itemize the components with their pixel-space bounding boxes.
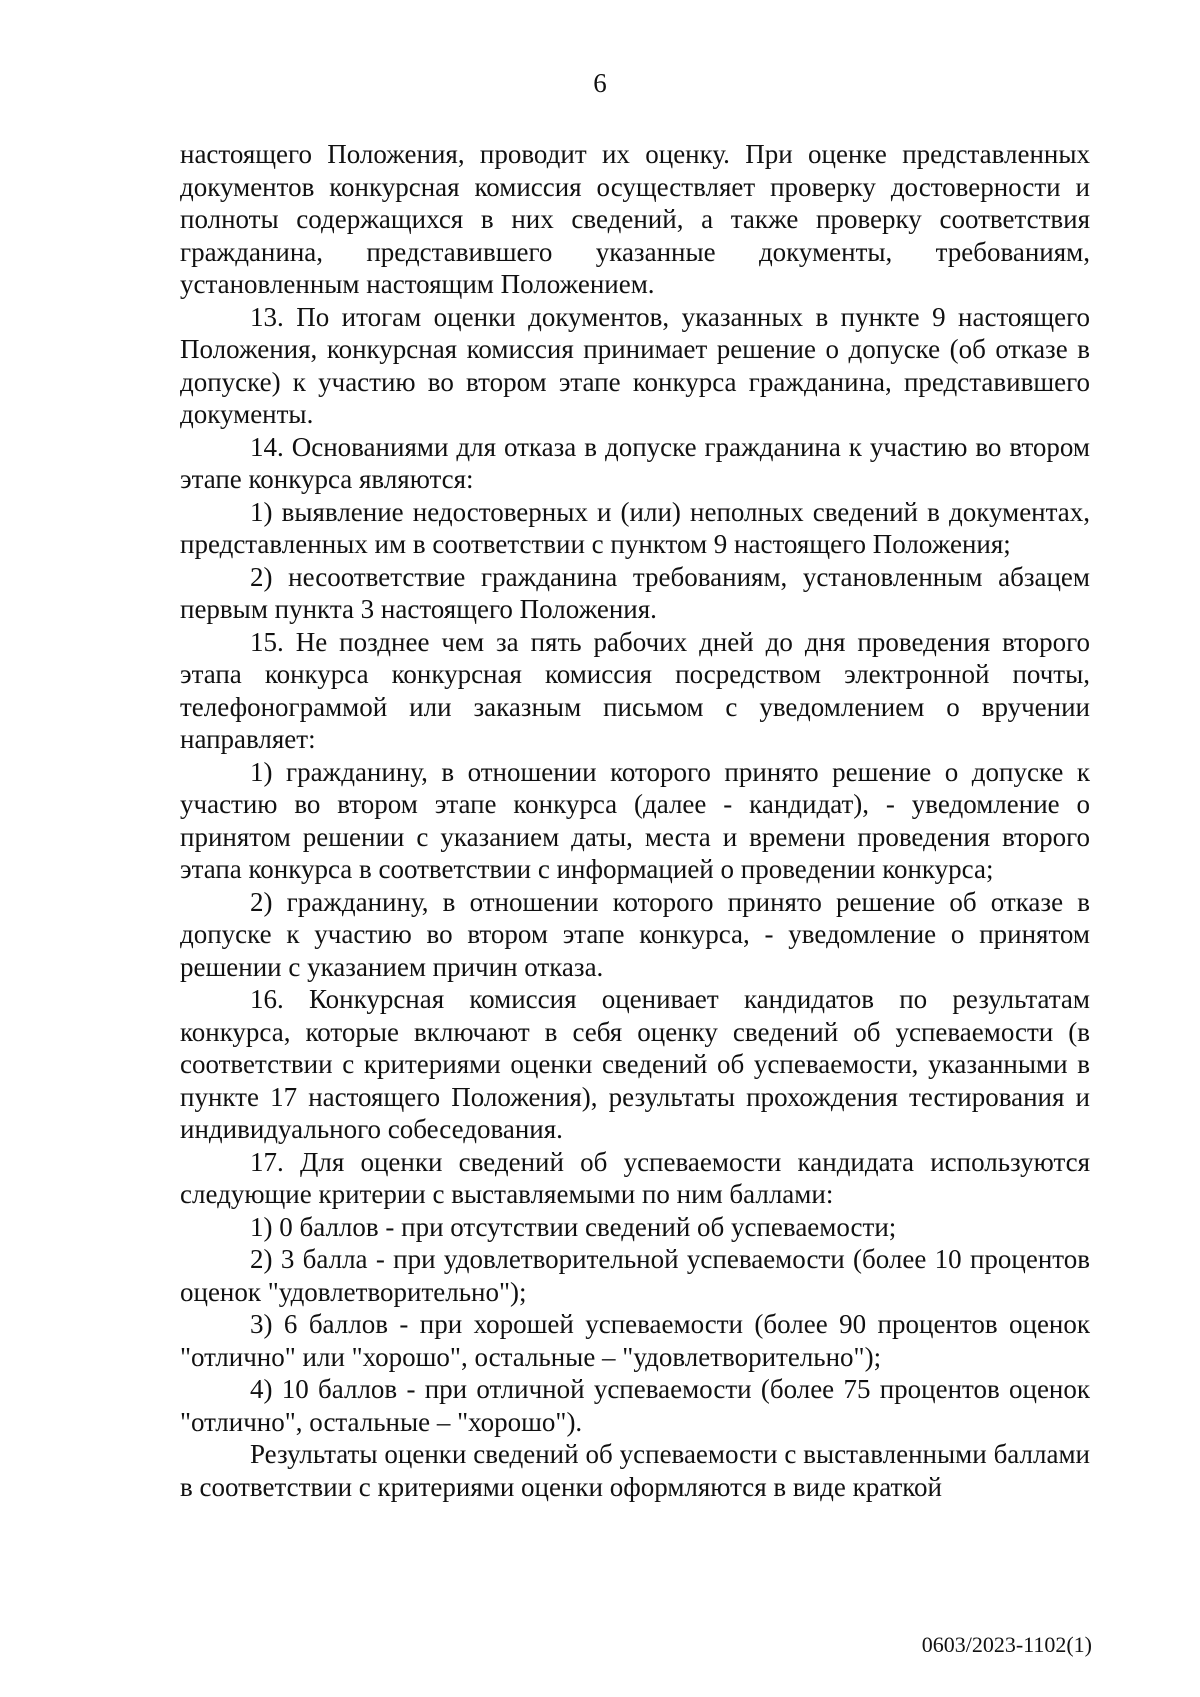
paragraph-item-17-sub-3: 3) 6 баллов - при хорошей успеваемости (более 90 процентов оценок "отлично" или "хорошо", остальные – "удовлетворительно");: [180, 1309, 1090, 1372]
paragraph-continuation: настоящего Положения, проводит их оценку. При оценке представленных документов конкурсная комиссия осуществляет проверку достоверности и полноты содержащихся в них сведений, а также проверку соответствия гражданина, представившего указанные документы, требованиям, установленным настоящим Положением.: [180, 139, 1090, 299]
paragraph-item-14-sub-2: 2) несоответствие гражданина требованиям, установленным абзацем первым пункта 3 настоящего Положения.: [180, 561, 1090, 624]
paragraph-item-15: 15. Не позднее чем за пять рабочих дней до дня проведения второго этапа конкурса конкурсная комиссия посредством электронной почты, телефонограммой или заказным письмом с уведомлением о вручении направляет:: [180, 626, 1090, 754]
paragraph-item-15-sub-1: 1) гражданину, в отношении которого принято решение о допуске к участию во втором этапе конкурса (далее - кандидат), - уведомление о принятом решении с указанием даты, места и времени проведения второго этапа конкурса в соответствии с информацией о проведении конкурса;: [180, 756, 1090, 884]
paragraph-item-17-sub-2: 2) 3 балла - при удовлетворительной успеваемости (более 10 процентов оценок "удовлетворительно");: [180, 1244, 1090, 1307]
paragraph-item-16: 16. Конкурсная комиссия оценивает кандидатов по результатам конкурса, которые включают в себя оценку сведений об успеваемости (в соответствии с критериями оценки сведений об успеваемости, указанными в пункте 17 настоящего Положения), результаты прохождения тестирования и индивидуального собеседования.: [180, 984, 1090, 1144]
paragraph-item-14: 14. Основаниями для отказа в допуске гражданина к участию во втором этапе конкурса являются:: [180, 431, 1090, 494]
paragraph-item-17-sub-4: 4) 10 баллов - при отличной успеваемости (более 75 процентов оценок "отлично", остальные – "хорошо").: [180, 1374, 1090, 1437]
document-code: 0603/2023-1102(1): [921, 1632, 1092, 1657]
paragraph-results: Результаты оценки сведений об успеваемости с выставленными баллами в соответствии с критериями оценки оформляются в виде краткой: [180, 1439, 1090, 1502]
paragraph-item-14-sub-1: 1) выявление недостоверных и (или) неполных сведений в документах, представленных им в соответствии с пунктом 9 настоящего Положения;: [180, 496, 1090, 559]
paragraph-item-17-sub-1: 1) 0 баллов - при отсутствии сведений об успеваемости;: [250, 1211, 897, 1242]
paragraph-item-15-sub-2: 2) гражданину, в отношении которого принято решение об отказе в допуске к участию во втором этапе конкурса, - уведомление о принятом решении с указанием причин отказа.: [180, 886, 1090, 982]
page-number: 6: [593, 68, 607, 98]
paragraph-item-17: 17. Для оценки сведений об успеваемости кандидата используются следующие критерии с выставляемыми по ним баллами:: [180, 1146, 1090, 1209]
document-body: [180, 138, 1090, 1503]
paragraph-item-13: 13. По итогам оценки документов, указанных в пункте 9 настоящего Положения, конкурсная комиссия принимает решение о допуске (об отказе в допуске) к участию во втором этапе конкурса гражданина, представившего документы.: [180, 301, 1090, 429]
